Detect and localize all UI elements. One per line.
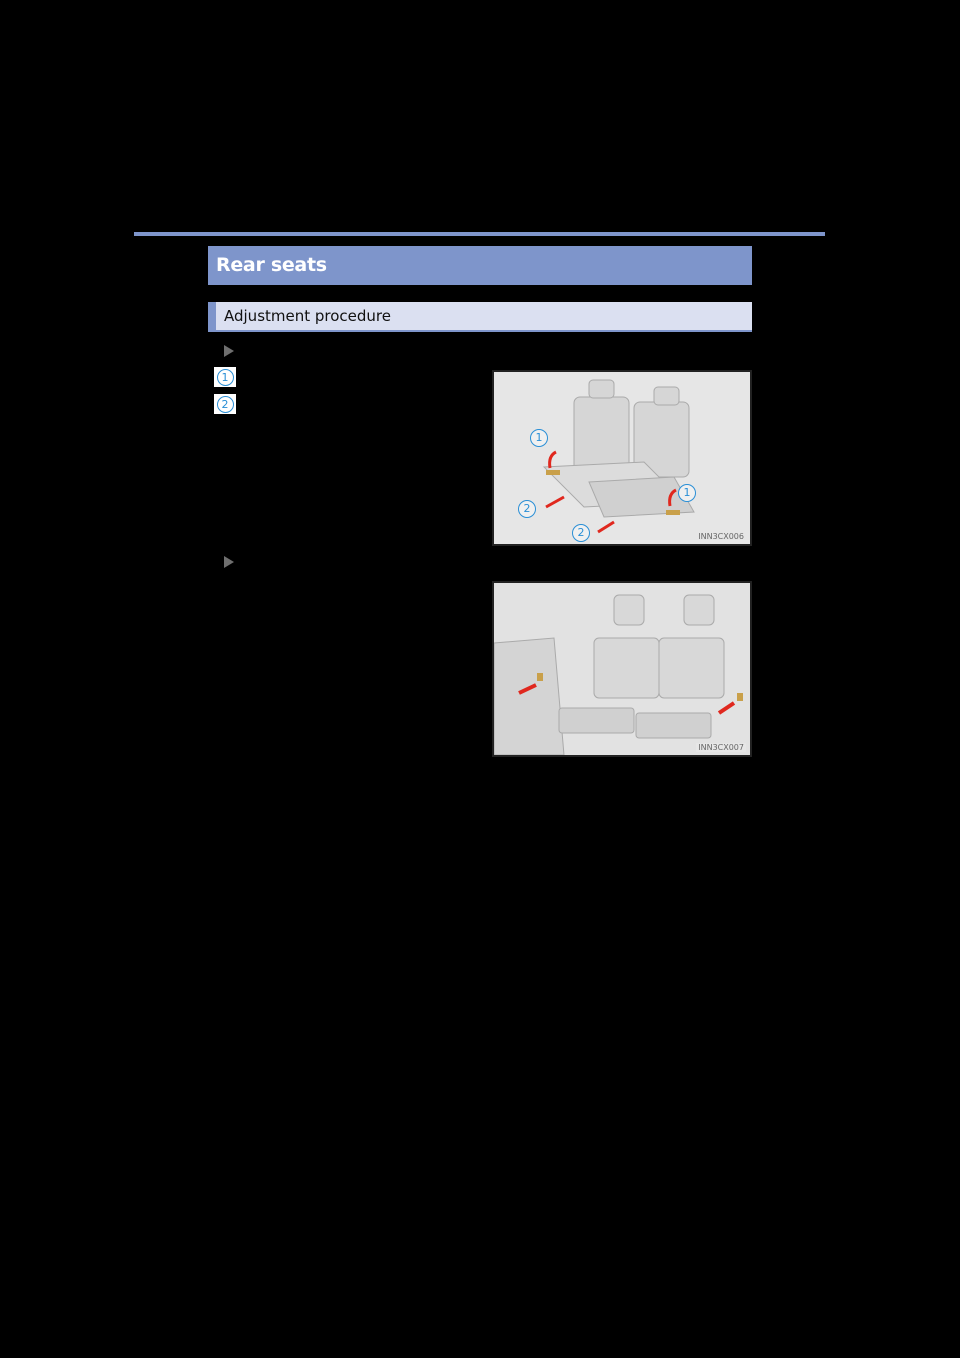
figure-code: INN3CX007 xyxy=(698,743,744,752)
rear-seat-figure xyxy=(492,370,752,546)
figure-callout: 2 xyxy=(518,500,536,518)
step-number: 2 xyxy=(217,396,234,413)
step-1-badge xyxy=(214,367,236,387)
figure-callout: 1 xyxy=(530,429,548,447)
figure-callout: 2 xyxy=(572,524,590,542)
figure-code: INN3CX006 xyxy=(698,532,744,541)
third-row-seat-figure xyxy=(492,581,752,757)
bullet-arrow-icon xyxy=(224,345,234,357)
subsection-title: Adjustment procedure xyxy=(224,307,391,325)
third-row-illustration xyxy=(494,583,750,755)
rear-seat-illustration xyxy=(494,372,750,544)
section-title: Rear seats xyxy=(216,254,327,276)
top-rule xyxy=(134,232,825,236)
section-title-bar xyxy=(208,246,752,285)
step-2-badge xyxy=(214,394,236,414)
step-number: 1 xyxy=(217,369,234,386)
subsection-title-bar xyxy=(208,302,752,332)
figure-callout: 1 xyxy=(678,484,696,502)
bullet-arrow-icon xyxy=(224,556,234,568)
